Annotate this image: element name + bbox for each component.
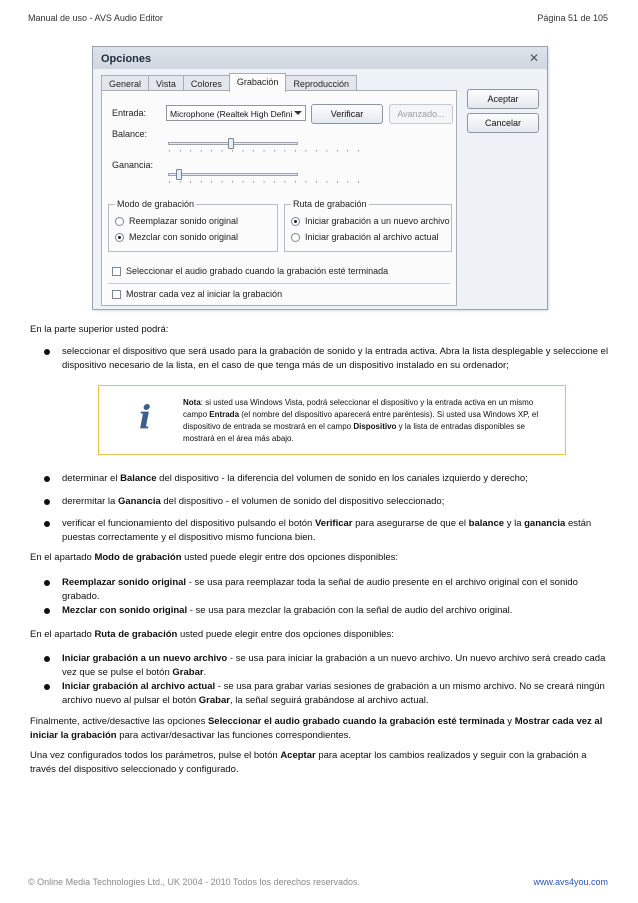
divider — [108, 283, 450, 284]
advanced-button[interactable]: Avanzado... — [389, 104, 453, 124]
gain-label: Ganancia: — [112, 160, 154, 170]
tab-reproduccion[interactable]: Reproducción — [285, 75, 357, 92]
bullet — [44, 476, 50, 482]
cancel-button[interactable]: Cancelar — [467, 113, 539, 133]
bullet-mix: Mezclar con sonido original - se usa para mezclar la grabación con la señal de audio del archivo original. — [62, 605, 513, 616]
gain-track[interactable] — [168, 173, 298, 176]
final-accept-text: Una vez configurados todos los parámetros, pulse el botón Aceptar para aceptar los cambios realizados y seguir con la grabación a través del dispositivo seleccionado y configurado. — [30, 750, 587, 775]
verify-button[interactable]: Verificar — [311, 104, 383, 124]
new-file-label: Iniciar grabación a un nuevo archivo — [305, 216, 450, 226]
accept-button[interactable]: Aceptar — [467, 89, 539, 109]
show-each-label: Mostrar cada vez al iniciar la grabación — [126, 289, 283, 299]
bullet — [44, 499, 50, 505]
new-file-radio[interactable] — [291, 217, 300, 226]
current-file-label: Iniciar grabación al archivo actual — [305, 232, 439, 242]
path-intro: En el apartado Ruta de grabación usted puede elegir entre dos opciones disponibles: — [30, 629, 394, 640]
recording-path-title: Ruta de grabación — [293, 199, 367, 209]
note-part: : si usted usa Windows Vista, podrá seleccionar el dispositivo y la entrada activa en un mismo campo — [183, 398, 534, 419]
tab-grabacion[interactable]: Grabación — [229, 73, 287, 92]
dialog-title — [93, 47, 547, 69]
note-part: (el nombre del dispositivo aparecerá entre paréntesis). Si usted usa Windows XP, el dispositivo de entrada se mostrará en el campo — [183, 410, 539, 431]
page-header-left: Manual de uso - AVS Audio Editor — [28, 13, 163, 23]
bullet-gain: derermitar la Ganancia del dispositivo - el volumen de sonido del dispositivo seleccionado; — [62, 496, 445, 507]
note-box — [98, 385, 566, 455]
replace-label: Reemplazar sonido original — [129, 216, 239, 226]
bullet — [44, 580, 50, 586]
close-icon[interactable]: ✕ — [528, 51, 539, 65]
tab-general[interactable]: General — [101, 75, 149, 92]
recording-path-group — [284, 199, 452, 252]
final-options-text: Finalmente, active/desactive las opciones Seleccionar el audio grabado cuando la grabación esté terminada y Mostrar cada vez al iniciar la grabación para activar/desactivar las funciones correspondientes. — [30, 716, 603, 741]
gain-ticks: ' ' ' ' ' ' ' ' ' ' ' ' ' ' ' ' ' ' ' — [169, 181, 363, 188]
chevron-down-icon — [294, 111, 302, 115]
tab-bar — [101, 73, 356, 91]
bullet-new-file: Iniciar grabación a un nuevo archivo - se usa para iniciar la grabación a un nuevo archivo. Un nuevo archivo será creado cada vez que se pulse el botón Grabar. — [62, 653, 606, 678]
note-bold: Entrada — [209, 410, 240, 419]
note-part: y la lista de entradas disponibles se mostrará en el área más abajo. — [183, 422, 525, 443]
bullet — [44, 349, 50, 355]
bullet-verify: verificar el funcionamiento del dispositivo pulsando el botón Verificar para asegurarse de que el balance y la ganancia están puestas correctamente y el dispositivo mismo funciona bien. — [62, 518, 592, 543]
info-icon: i — [139, 398, 152, 436]
tab-colores[interactable]: Colores — [183, 75, 230, 92]
dialog-title-text: Opciones — [101, 53, 152, 65]
options-dialog — [92, 46, 548, 310]
note-text — [183, 397, 555, 445]
recording-mode-title: Modo de grabación — [117, 199, 195, 209]
replace-radio[interactable] — [115, 217, 124, 226]
page-number: Página 51 de 105 — [537, 13, 608, 23]
note-label: Nota — [183, 398, 201, 407]
recording-mode-group — [108, 199, 278, 252]
bullet-replace: Reemplazar sonido original - se usa para reemplazar toda la señal de audio presente en el archivo original con el sonido grabado. — [62, 577, 578, 602]
bullet-current-file: Iniciar grabación al archivo actual - se usa para grabar varias sesiones de grabación a un mismo archivo. No se creará ningún archivo nuevo al pulsar el botón Grabar, la señal seguirá grabándose al archivo actual. — [62, 681, 605, 706]
bullet — [44, 608, 50, 614]
bullet-balance: determinar el Balance del dispositivo - la diferencia del volumen de sonido en los canales izquierdo y derecho; — [62, 473, 528, 484]
bullet — [44, 684, 50, 690]
recording-pane — [101, 90, 457, 306]
gain-slider-handle[interactable] — [176, 169, 182, 180]
footer-link[interactable]: www.avs4you.com — [533, 877, 608, 887]
current-file-radio[interactable] — [291, 233, 300, 242]
balance-ticks: ' ' ' ' ' ' ' ' ' ' ' ' ' ' ' ' ' ' ' — [169, 150, 363, 157]
bullet-select-device: seleccionar el dispositivo que será usado para la grabación de sonido y la entrada activa. Abra la lista desplegable y seleccione el dispositivo necesario de la lista, en el caso de que tenga más de un dispositivo instalado en su ordenador; — [62, 346, 609, 371]
input-device-select[interactable] — [166, 105, 306, 121]
intro-text: En la parte superior usted podrá: — [30, 324, 169, 335]
select-after-label: Seleccionar el audio grabado cuando la grabación esté terminada — [126, 266, 389, 276]
balance-label: Balance: — [112, 129, 148, 139]
bullet — [44, 521, 50, 527]
select-after-checkbox[interactable] — [112, 267, 121, 276]
footer-copyright: © Online Media Technologies Ltd., UK 2004 - 2010 Todos los derechos reservados. — [28, 877, 360, 887]
input-device-value: Microphone (Realtek High Defini — [170, 109, 293, 119]
bullet — [44, 656, 50, 662]
tab-vista[interactable]: Vista — [148, 75, 184, 92]
mix-radio[interactable] — [115, 233, 124, 242]
balance-slider-handle[interactable] — [228, 138, 234, 149]
mode-intro: En el apartado Modo de grabación usted puede elegir entre dos opciones disponibles: — [30, 552, 399, 563]
mix-label: Mezclar con sonido original — [129, 232, 239, 242]
input-label: Entrada: — [112, 108, 147, 118]
show-each-checkbox[interactable] — [112, 290, 121, 299]
note-bold: Dispositivo — [353, 422, 397, 431]
